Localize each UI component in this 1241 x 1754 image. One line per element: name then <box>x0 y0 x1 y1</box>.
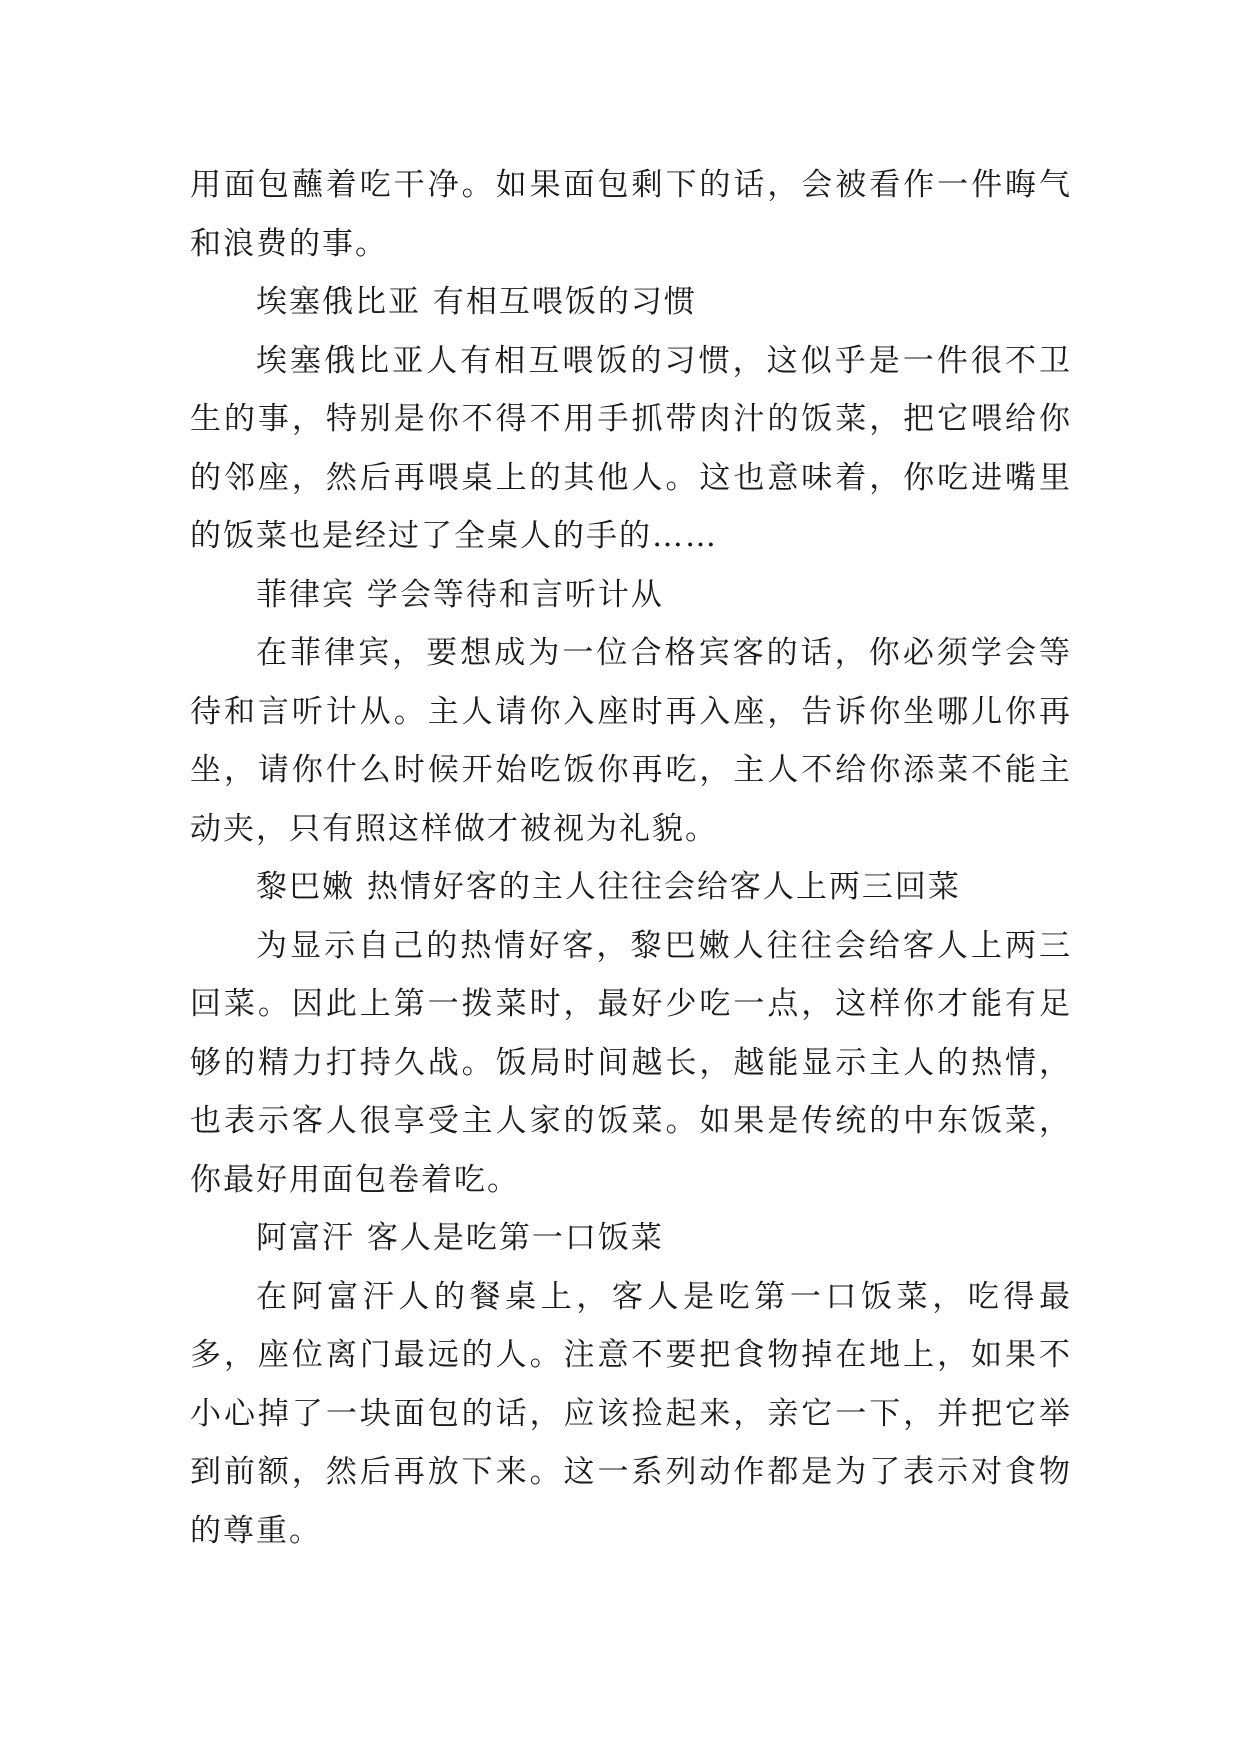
paragraph-lebanon: 为显示自己的热情好客，黎巴嫩人往往会给客人上两三回菜。因此上第一拨菜时，最好少吃一点，这样你才能有足够的精力打持久战。饭局时间越长，越能显示主人的热情，也表示客人很享受主人家的饭菜。如果是传统的中东饭菜，你最好用面包卷着吃。 <box>190 927 1072 1198</box>
section-heading-ethiopia: 埃塞俄比亚 有相互喂饭的习惯 <box>256 284 697 320</box>
paragraph-afghanistan: 在阿富汗人的餐桌上，客人是吃第一口饭菜，吃得最多，座位离门最远的人。注意不要把食物掉在地上，如果不小心掉了一块面包的话，应该捡起来，亲它一下，并把它举到前额，然后再放下来。这一系列动作都是为了表示对食物的尊重。 <box>190 1278 1072 1549</box>
section-heading-afghanistan: 阿富汗 客人是吃第一口饭菜 <box>256 1220 664 1256</box>
paragraph-ethiopia: 埃塞俄比亚人有相互喂饭的习惯，这似乎是一件很不卫生的事，特别是你不得不用手抓带肉汁的饭菜，把它喂给你的邻座，然后再喂桌上的其他人。这也意味着，你吃进嘴里的饭菜也是经过了全桌人的手的…… <box>190 342 1072 554</box>
section-heading-philippines: 菲律宾 学会等待和言听计从 <box>256 576 664 613</box>
document-body <box>190 156 1072 1560</box>
paragraph-bread-continuation: 用面包蘸着吃干净。如果面包剩下的话，会被看作一件晦气和浪费的事。 <box>190 167 1072 262</box>
paragraph-philippines: 在菲律宾，要想成为一位合格宾客的话，你必须学会等待和言听计从。主人请你入座时再入座，告诉你坐哪儿你再坐，请你什么时候开始吃饭你再吃，主人不给你添菜不能主动夹，只有照这样做才被视为礼貌。 <box>190 635 1072 847</box>
section-heading-lebanon: 黎巴嫩 热情好客的主人往往会给客人上两三回菜 <box>256 869 961 905</box>
